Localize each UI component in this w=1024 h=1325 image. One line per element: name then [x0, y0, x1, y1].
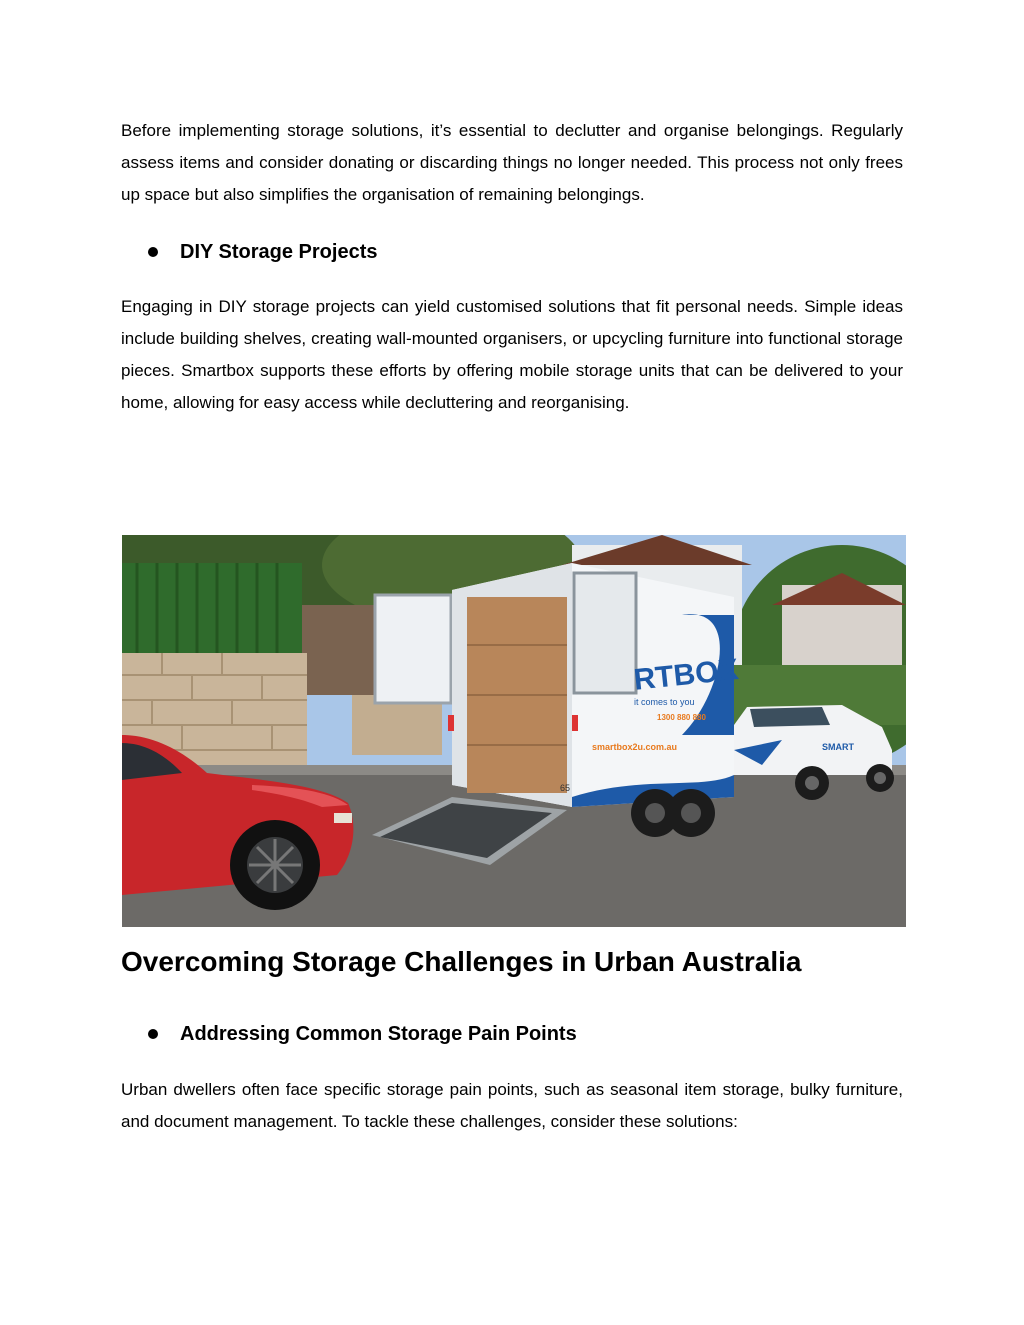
diy-paragraph: Engaging in DIY storage projects can yield customised solutions that fit personal needs. Simple ideas include building shelves, creating wall-mounted organisers, or upcycling furniture into functional storage pieces. Smartbox supports these efforts by offering mobile storage units that can be delivered to your home, allowing for easy access while decluttering and reorganising.: [121, 297, 903, 412]
trailer-website: smartbox2u.com.au: [592, 742, 678, 752]
diy-heading: [148, 237, 377, 267]
diy-heading-text: DIY Storage Projects: [180, 240, 378, 263]
bullet-icon: [148, 247, 158, 257]
trailer-logo: RTBOX: [632, 653, 741, 697]
bullet-icon: [148, 1029, 158, 1039]
intro-paragraph: Before implementing storage solutions, it’s essential to declutter and organise belongings. Regularly assess items and consider donating or discarding things no longer needed. This process not only frees up space but also simplifies the organisation of remaining belongings.: [121, 121, 903, 204]
pain-points-heading-text: Addressing Common Storage Pain Points: [180, 1022, 577, 1045]
section-title: Overcoming Storage Challenges in Urban Australia: [121, 946, 802, 977]
ute-logo: SMART: [822, 742, 854, 752]
pain-points-heading: [148, 1019, 577, 1049]
smartbox-trailer-photo: [122, 535, 906, 927]
trailer-rego: 65: [560, 783, 571, 793]
trailer-phone: 1300 880 880: [657, 713, 706, 722]
pain-points-paragraph: Urban dwellers often face specific storage pain points, such as seasonal item storage, bulky furniture, and document management. To tackle these challenges, consider these solutions:: [121, 1080, 903, 1131]
trailer-tagline: it comes to you: [634, 697, 695, 707]
